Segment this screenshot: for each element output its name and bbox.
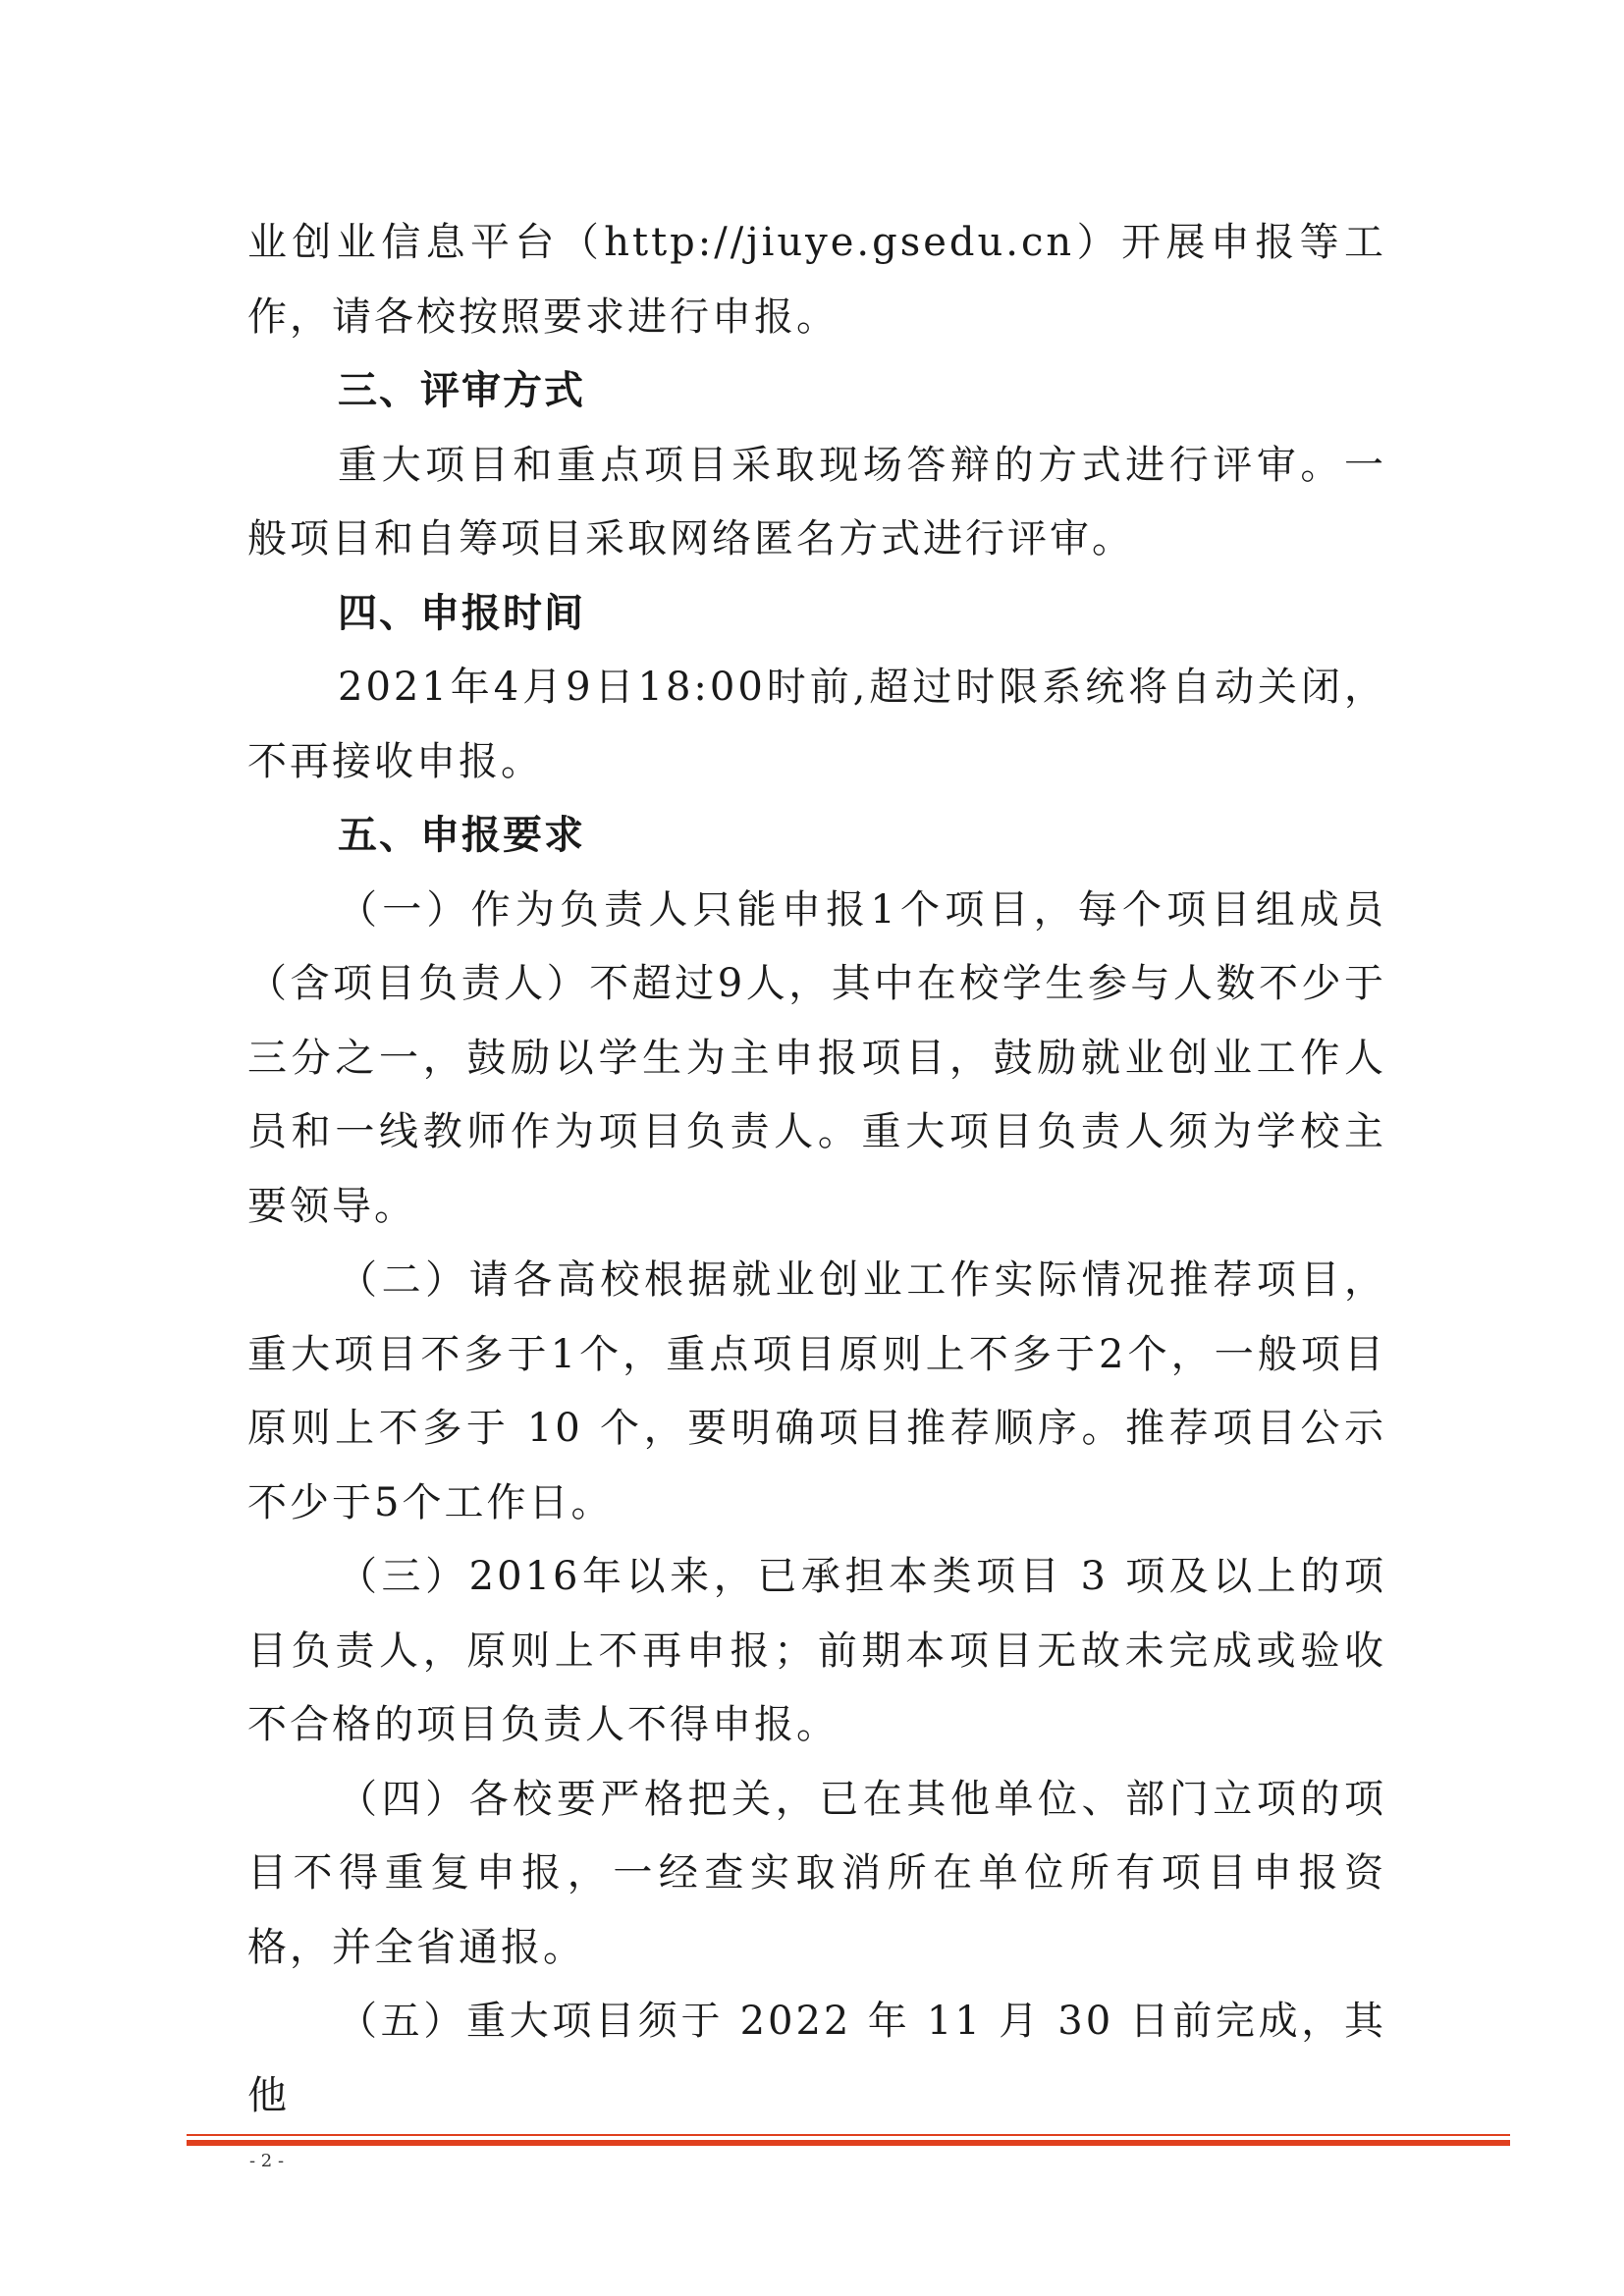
heading-deadline: 四、申报时间 — [338, 590, 585, 636]
heading-requirements: 五、申报要求 — [338, 813, 585, 858]
paragraph-requirement-4: （四）各校要严格把关，已在其他单位、部门立项的项目不得重复申报，一经查实取消所在单位所有项目申报资格，并全省通报。 — [247, 1776, 1386, 1970]
paragraph-requirement-5: （五）重大项目须于 2022 年 11 月 30 日前完成，其他 — [247, 1999, 1386, 2118]
paragraph-platform: 业创业信息平台（http://jiuye.gsedu.cn）开展申报等工作，请各校按照要求进行申报。 — [247, 220, 1386, 340]
paragraph-requirement-1: （一）作为负责人只能申报1个项目，每个项目组成员（含项目负责人）不超过9人，其中在校学生参与人数不少于三分之一，鼓励以学生为主申报项目，鼓励就业创业工作人员和一线教师作为项目负责人。重大项目负责人须为学校主要领导。 — [247, 886, 1386, 1229]
paragraph-requirement-3: （三）2016年以来，已承担本类项目 3 项及以上的项目负责人，原则上不再申报；前期本项目无故未完成或验收不合格的项目负责人不得申报。 — [247, 1554, 1386, 1747]
footer-rule-thin — [187, 2134, 1510, 2136]
heading-review-method: 三、评审方式 — [338, 368, 585, 413]
footer-rule-thick — [187, 2140, 1510, 2146]
paragraph-review-method: 重大项目和重点项目采取现场答辩的方式进行评审。一般项目和自筹项目采取网络匿名方式进行评审。 — [247, 442, 1386, 561]
paragraph-deadline: 2021年4月9日18:00时前,超过时限系统将自动关闭，不再接收申报。 — [247, 665, 1386, 784]
document-body — [247, 206, 1386, 2133]
paragraph-requirement-2: （二）请各高校根据就业创业工作实际情况推荐项目，重大项目不多于1个，重点项目原则上不多于2个，一般项目原则上不多于 10 个，要明确项目推荐顺序。推荐项目公示不少于5个工作日。 — [247, 1257, 1386, 1525]
page-number: - 2 - — [249, 2151, 285, 2171]
